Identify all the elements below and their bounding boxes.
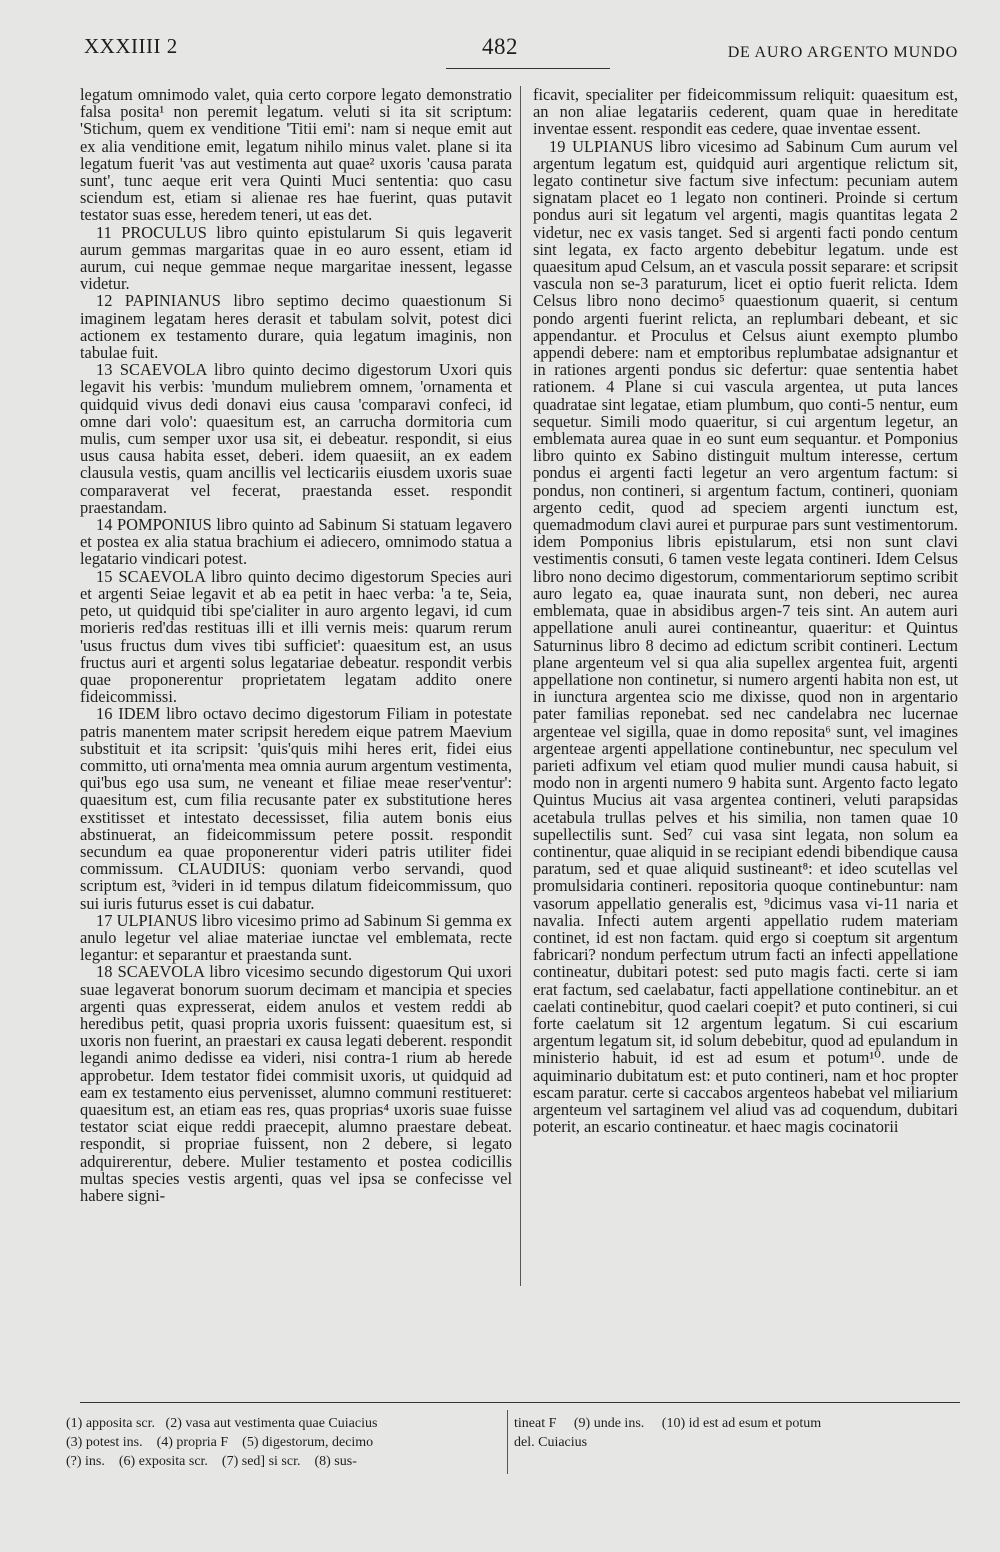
footnote: (8) sus- — [314, 1454, 357, 1469]
footnote: del. Cuiacius — [514, 1435, 588, 1450]
paragraph: 18 SCAEVOLA libro vicesimo secundo digestorum Qui uxori suae legaverat bonorum suorum decimam et mancipia et species argenti quas expresserat, eidem anulos et vestem reddi ab heredibus petit, quasi propria uxoris fuissent: quaesitum est, si uxoris non fuerint, an praestari ex causa legati deberent. respondit legandi animo dedisse ea videri, nisi contra-1 rium ab herede approbetur. Idem testator fidei commisit uxoris, ut quidquid ad eam ex testamento eius pervenisset, alumno communi restitueret: quaesitum est, an etiam eas res, quas proprias⁴ uxoris suae fuisse testator sciat eique reddi praecepit, alumno praestare debeat. respondit, si propriae fuissent, non 2 debere, si legato adquirerentur, debere. Mulier testamento et postea codicillis multas species vestis argenti, quas vel ipsa se confecisse vel habere signi- — [80, 962, 512, 1205]
footnote: (5) digestorum, decimo — [242, 1435, 374, 1450]
column-divider — [520, 86, 521, 1286]
footnote-divider — [507, 1410, 508, 1474]
header-book-ref: XXXIIII 2 — [84, 34, 178, 58]
footnote: tineat F — [514, 1416, 557, 1431]
footnote: (9) unde ins. — [573, 1416, 645, 1431]
footnotes-right — [514, 1414, 964, 1452]
footnote: (?) ins. — [66, 1454, 105, 1469]
paragraph: 15 SCAEVOLA libro quinto decimo digestorum Species auri et argenti Seiae legavit et ab ea petit in haec verba: 'a te, Seia, peto, ut quidquid tibi spe'cialiter in auro argento legavi, id cum morieris red'das restituas illi et illi vernis meis: quarum rerum 'usus fructus dum vives tibi sufficiet': quaesitum est, an usus fructus auri et argenti solus legatariae debeatur. respondit verbis quae proponerentur proprietatem legatam addito onere fideicommissi. — [80, 566, 512, 707]
paragraph: 12 PAPINIANUS libro septimo decimo quaestionum Si imaginem legatam heres derasit et tabulam solvit, potest dici actionem ex testamento durare, quia legatum imaginis, non tabulae fuit. — [80, 291, 512, 363]
footnote: (2) vasa aut vestimenta quae Cuiacius — [165, 1416, 378, 1431]
paragraph: 19 ULPIANUS libro vicesimo ad Sabinum Cum aurum vel argentum legatum est, quidquid auri argentique relictum sit, legato continetur sive factum sive infectum: pecuniam autem signatam placet eo 1 legato non contineri. Proinde si certum pondus auri sit legatum vel argenti, magis quantitas legata 2 videtur, nec ex vasis tanget. Sed si argenti facti pondo centum sint legata, ex facto argento debebitur legatum. unde est quaesitum apud Celsum, an et vascula possit separare: et scripsit vascula non se-3 paraturum, licet ei optio fuerit relicta. Idem Celsus libro nono decimo⁵ quaestionum quaerit, si centum pondo argenti fuerint relicta, an replumbari debeant, et sic appendantur. et Proculus et Celsus aiunt exempto plumbo appendi debere: nam et emptoribus replumbatae adsignantur et in rationes argenti pondus sic defertur: quae sententia habet rationem. 4 Plane si cui vascula argentea, ut puta lances quadratae sint legatae, etiam plumbum, quo conti-5 nentur, eum sequetur. Simili modo quaeritur, si cui argentum legetur, an emblemata aurea quae in eo sunt eum sequantur. et Pomponius libro quinto ex Sabino distinguit multum interesse, certum pondus ei argenti facti legetur an vero argentum factum: si pondus, non contineri, si argentum factum, contineri, quoniam argento cedit, quod ad speciem argenti iunctum est, quemadmodum clavi aurei et purpurae pars sunt vestimentorum. idem Pomponius libris epistularum, etsi non sunt clavi vestimentis consuti, 6 tamen veste legata contineri. Idem Celsus libro nono decimo digestorum, commentariorum septimo scribit auro legato ea, quae inaurata sunt, non deberi, nec aurea emblemata, quae in absidibus argen-7 teis sint. An autem auri appellatione anuli aurei contineantur, quaeritur: et Quintus Saturninus libro 8 decimo ad edictum scribit contineri. Lectum plane argenteum vel si qua alia supellex argentea fuit, argenti appellatione non continetur, si numero argenti habita non est, ut in iunctura argentea scio me dixisse, quod non in argentario pater familias reponebat. sed nec candelabra nec lucernae argenteae vel sigilla, quae in domo reposita⁶ sunt, vel imagines argenteae argenti appellatione continebuntur, nec speculum vel parieti adfixum vel etiam quod mulier mundi causa habuit, si modo non in argenti numero 9 habita sunt. Argento facto legato Quintus Mucius ait vasa argentea contineri, veluti parapsidas acetabula trullas pelves et his similia, non tamen quae 10 supellectilis sunt. Sed⁷ cui vasa sint legata, non solum ea continentur, quae aliquid in se recipiant edendi bibendique causa paratum, sed et quae aliquid sustineant⁸: et ideo scutellas vel promulsidaria contineri. repositoria quoque continebuntur: nam vasorum appellatio generalis est, ⁹dicimus vasa vi-11 naria et navalia. Infecti autem argenti appellatio rudem materiam continet, id est non factam. quid ergo si coeptum sit argentum fabricari? nondum perfectum utrum facti an infecti appellatione contineatur, dubitari potest: sed puto magis facti. certe si iam erat factum, sed caelabatur, facti appellatione continebitur. an et caelati continebitur, quod caelari coepit? et puto contineri, si cui forte caelatum sit 12 argentum legatum. Si cui escarium argentum legatum sit, id solum debebitur, quod ad epulandum in ministerio habuit, id est ad esum et potum¹⁰. unde de aquiminario dubitatum est: et puto contineri, nam et hoc propter escam paratur. certe si caccabos argenteos habebat vel miliarium argenteum vel sartaginem vel aliud vas ad coquendum, dubitari poterit, an escario contineatur. et haec magis cocinatorii — [533, 136, 958, 1137]
footnotes-left — [66, 1414, 506, 1471]
left-column — [80, 86, 512, 1204]
footnote: (6) exposita scr. — [118, 1454, 208, 1469]
footnote: (7) sed] si scr. — [221, 1454, 301, 1469]
paragraph: ficavit, specialiter per fideicommissum reliquit: quaesitum est, an non aliae legatariis cederent, quam quae in hereditate inventae essent. respondit eas cedere, quae inventae essent. — [533, 85, 958, 139]
right-column — [533, 86, 958, 1135]
footnote: (4) propria F — [156, 1435, 229, 1450]
page-number: 482 — [482, 34, 518, 59]
footnote: (3) potest ins. — [66, 1435, 143, 1450]
paragraph: 14 POMPONIUS libro quinto ad Sabinum Si statuam legavero et postea ex alia statua brachium ei adiecero, omnimodo statua a legatario vindicari potest. — [80, 515, 512, 569]
paragraph: 13 SCAEVOLA libro quinto decimo digestorum Uxori quis legavit his verbis: 'mundum muliebrem omnem, 'ornamenta et quidquid vivus dedi donavi eius causa 'comparavi confeci, id omne dari volo': quaesitum est, an carrucha dormitoria cum mulis, cum semper uxor usa sit, ei debeatur. respondit, si eius usus causa habita esset, deberi. idem quaesiit, an ex eadem clausula vestis, quam ancillis vel lecticariis eiusdem uxoris suae comparaverat vel fecerat, praestanda esset. respondit praestandam. — [80, 360, 512, 517]
paragraph: legatum omnimodo valet, quia certo corpore legato demonstratio falsa posita¹ non peremit legatum. veluti si ita sit scriptum: 'Stichum, quem ex venditione 'Titii emi': nam si neque emit aut ex alia venditione emit, legatum nihilo minus valet. plane si ita legatum fuerit 'vas aut vestimenta aut quae² uxoris 'causa parata sunt', tunc aeque erit vera Quinti Muci sententia: quo casu sciendum est, etiam si alienae res hae fuerint, quas putavit testator suas esse, heredem teneri, ut eas det. — [80, 85, 512, 225]
header-rule — [446, 68, 610, 69]
footnote-rule — [80, 1402, 960, 1403]
paragraph: 11 PROCULUS libro quinto epistularum Si quis legaverit aurum gemmas margaritas quae in eo auro essent, etiam id aurum, cui neque gemmae neque margaritae inessent, legasse videtur. — [80, 222, 512, 294]
paragraph: 16 IDEM libro octavo decimo digestorum Filiam in potestate patris manentem mater scripsit heredem eique patrem Maevium substituit et ita scripsit: 'quis'quis mihi heres erit, fidei eius committo, uti orna'menta mea omnia aurum argentum vestimenta, qui'bus ego usa sum, ne veneant et filiae meae reser'ventur': quaesitum est, cum filia recusante pater ex substitutione heres exstitisset et intestato decessisset, filia autem bonis eius abstinuerat, an fideicommissum petere possit. respondit secundum ea quae proponerentur videri patris utiliter fidei commissum. CLAUDIUS: quoniam verbo servandi, quod scriptum est, ³videri in id tempus dilatum fideicommissum, quo sui iuris futurus esset is cui dabatur. — [80, 704, 512, 913]
footnote: (10) id est ad esum et potum — [661, 1416, 822, 1431]
footnote: (1) apposita scr. — [66, 1416, 156, 1431]
paragraph: 17 ULPIANUS libro vicesimo primo ad Sabinum Si gemma ex anulo legetur vel aliae materiae iunctae vel emblemata, recte legantur: et separantur et praestanda sunt. — [80, 910, 512, 965]
header-title: DE AURO ARGENTO MUNDO — [727, 44, 958, 61]
